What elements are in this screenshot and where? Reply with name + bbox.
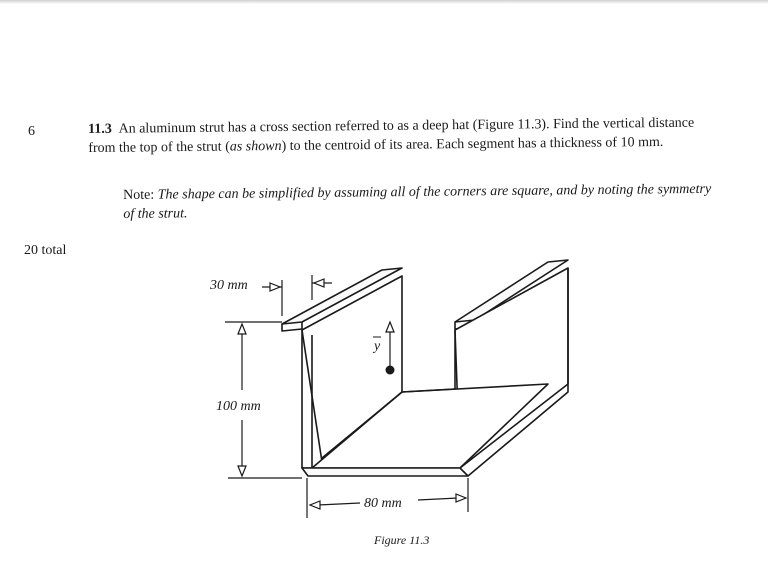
note-label: Note: [123,187,155,203]
problem-id: 11.3 [88,121,112,137]
centroid-label: y [374,339,381,354]
dim-width-label: 80 mm [364,496,402,511]
note-text: The shape can be simplified by assuming all of the corners are square, and by noting the symmetry of the strut. [123,181,712,222]
bottom-front [302,468,468,476]
problem-as-shown: as shown [229,138,282,155]
centroid-dot [386,366,395,375]
question-number: 6 [28,124,35,139]
points-label: 20 total [24,243,67,258]
dim-flange-label: 30 mm [210,278,248,293]
problem-text-after: ) to the centroid of its area. Each segment has a thickness of 10 mm. [281,134,664,154]
figure-caption: Figure 11.3 [374,533,430,547]
problem-text-before: An aluminum strut has a cross section referred to as a deep hat (Figure 11.3). Find the vertical distance from the top of the strut ( [88,115,695,156]
dim-height-label: 100 mm [216,399,261,414]
